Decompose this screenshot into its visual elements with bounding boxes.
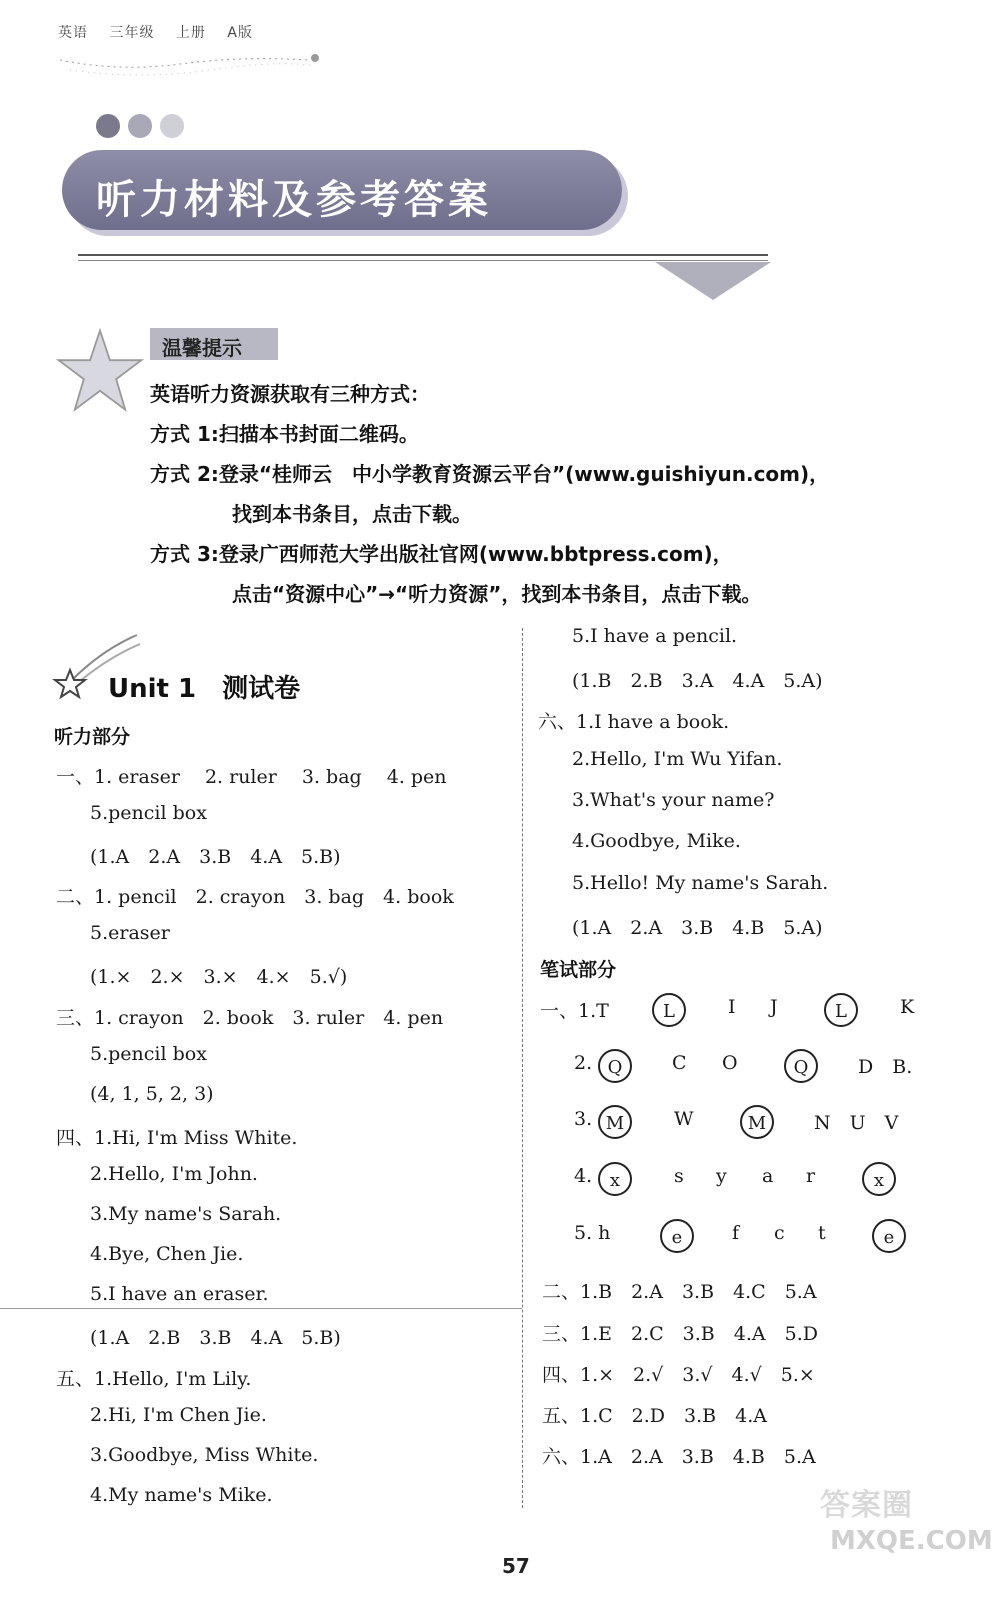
row-label: 3.: [574, 1108, 593, 1130]
page-title: 听力材料及参考答案: [96, 177, 492, 223]
answer-line: 三、1. crayon 2. book 3. ruler 4. pen: [56, 1007, 444, 1029]
dot-icon: [160, 114, 184, 138]
answer-line: 四、1.Hi, I'm Miss White.: [56, 1127, 298, 1149]
answer-line: 五、1.C 2.D 3.B 4.A: [542, 1405, 767, 1427]
circled-letter: Q: [784, 1049, 818, 1083]
answer-line: 五、1.Hello, I'm Lily.: [56, 1368, 252, 1390]
letter: t: [818, 1222, 826, 1244]
answer-line: 5.pencil box: [90, 1043, 207, 1065]
header-grade: 三年级: [109, 25, 155, 41]
letter: s: [674, 1165, 684, 1187]
column-divider: [522, 628, 523, 1508]
letter: C: [672, 1052, 687, 1074]
tip-line: 方式 2:登录“桂师云 中小学教育资源云平台”(www.guishiyun.com)，: [150, 462, 830, 486]
answer-line: (4, 1, 5, 2, 3): [90, 1083, 214, 1105]
letter: a: [762, 1165, 774, 1187]
letter: y: [716, 1165, 727, 1187]
letter: I: [728, 996, 736, 1018]
circled-letter: Q: [598, 1049, 632, 1083]
circled-letter: L: [652, 993, 686, 1027]
tip-line: 方式 3:登录广西师范大学出版社官网(www.bbtpress.com)，: [150, 542, 733, 566]
answer-line: 2.Hello, I'm Wu Yifan.: [572, 748, 783, 770]
letter: f: [732, 1222, 740, 1244]
answer-line: 六、1.I have a book.: [538, 711, 730, 733]
answer-line: 5.Hello! My name's Sarah.: [572, 872, 829, 894]
letter: r: [806, 1165, 816, 1187]
row-label: 5. h: [574, 1222, 611, 1244]
answer-line: 二、1. pencil 2. crayon 3. bag 4. book: [56, 886, 454, 908]
answer-line: (1.A 2.A 3.B 4.B 5.A): [572, 917, 823, 939]
answer-line: 4.Goodbye, Mike.: [572, 830, 741, 852]
header-term: 上册: [175, 25, 206, 41]
answer-line: 二、1.B 2.A 3.B 4.C 5.A: [542, 1281, 817, 1303]
tip-line: 英语听力资源获取有三种方式：: [150, 382, 430, 406]
answer-line: 5.eraser: [90, 922, 170, 944]
dot-icon: [96, 114, 120, 138]
scan-line: [0, 1308, 522, 1309]
letter: K: [900, 996, 915, 1018]
letter: J: [770, 996, 778, 1018]
answer-line: 3.Goodbye, Miss White.: [90, 1444, 319, 1466]
letter: W: [674, 1108, 694, 1130]
answer-line: 三、1.E 2.C 3.B 4.A 5.D: [542, 1323, 818, 1345]
dot-icon: [128, 114, 152, 138]
answer-line: (1.A 2.B 3.B 4.A 5.B): [90, 1327, 341, 1349]
answer-line: 5.pencil box: [90, 802, 207, 824]
triangle-arrow-icon: [655, 262, 771, 300]
tip-line: 点击“资源中心”→“听力资源”，找到本书条目，点击下载。: [232, 582, 762, 606]
divider: [78, 260, 768, 261]
answer-line: 4.My name's Mike.: [90, 1484, 273, 1506]
letter: D B.: [858, 1056, 913, 1078]
circled-letter: e: [660, 1219, 694, 1253]
answer-line: (1.A 2.A 3.B 4.A 5.B): [90, 846, 341, 868]
unit-title: Unit 1 测试卷: [108, 674, 301, 704]
watermark: MXQE.COM: [830, 1526, 993, 1556]
watermark: 答案圈: [820, 1488, 913, 1523]
header-subject: 英语: [58, 25, 88, 41]
letter: c: [774, 1222, 785, 1244]
answer-line: 四、1.× 2.√ 3.√ 4.√ 5.×: [542, 1364, 815, 1386]
answer-line: (1.× 2.× 3.× 4.× 5.√): [90, 966, 348, 988]
tip-label: 温馨提示: [162, 336, 242, 360]
divider: [78, 254, 768, 256]
circled-letter: M: [598, 1105, 632, 1139]
header-edition: A版: [227, 25, 253, 41]
section-heading: 听力部分: [54, 726, 131, 748]
circled-letter: x: [598, 1162, 632, 1196]
row-label: 4.: [574, 1165, 593, 1187]
tip-line: 方式 1:扫描本书封面二维码。: [150, 422, 419, 446]
circled-letter: L: [824, 993, 858, 1027]
answer-line: 2.Hi, I'm Chen Jie.: [90, 1404, 267, 1426]
answer-line: 3.My name's Sarah.: [90, 1203, 282, 1225]
decorative-dots: [96, 114, 192, 142]
answer-line: 5.I have a pencil.: [572, 625, 738, 647]
answer-line: 一、1. eraser 2. ruler 3. bag 4. pen: [56, 766, 447, 788]
circled-letter: x: [862, 1162, 896, 1196]
answer-line: 2.Hello, I'm John.: [90, 1163, 258, 1185]
letter: O: [722, 1052, 738, 1074]
row-label: 2.: [574, 1052, 593, 1074]
circled-letter: e: [872, 1219, 906, 1253]
answer-line: 4.Bye, Chen Jie.: [90, 1243, 244, 1265]
section-heading: 笔试部分: [540, 959, 617, 981]
star-icon: [55, 326, 145, 416]
answer-line: 六、1.A 2.A 3.B 4.B 5.A: [542, 1446, 816, 1468]
sparkle-decoration-icon: [60, 52, 320, 82]
answer-line: (1.B 2.B 3.A 4.A 5.A): [572, 670, 823, 692]
answer-line: 5.I have an eraser.: [90, 1283, 269, 1305]
row-label: 一、1.T: [540, 1000, 609, 1022]
answer-line: 3.What's your name?: [572, 789, 775, 811]
circled-letter: M: [740, 1105, 774, 1139]
running-header: [58, 22, 269, 42]
letter: N U V: [814, 1112, 899, 1134]
tip-line: 找到本书条目，点击下载。: [232, 502, 472, 526]
page-number: 57: [502, 1554, 530, 1578]
